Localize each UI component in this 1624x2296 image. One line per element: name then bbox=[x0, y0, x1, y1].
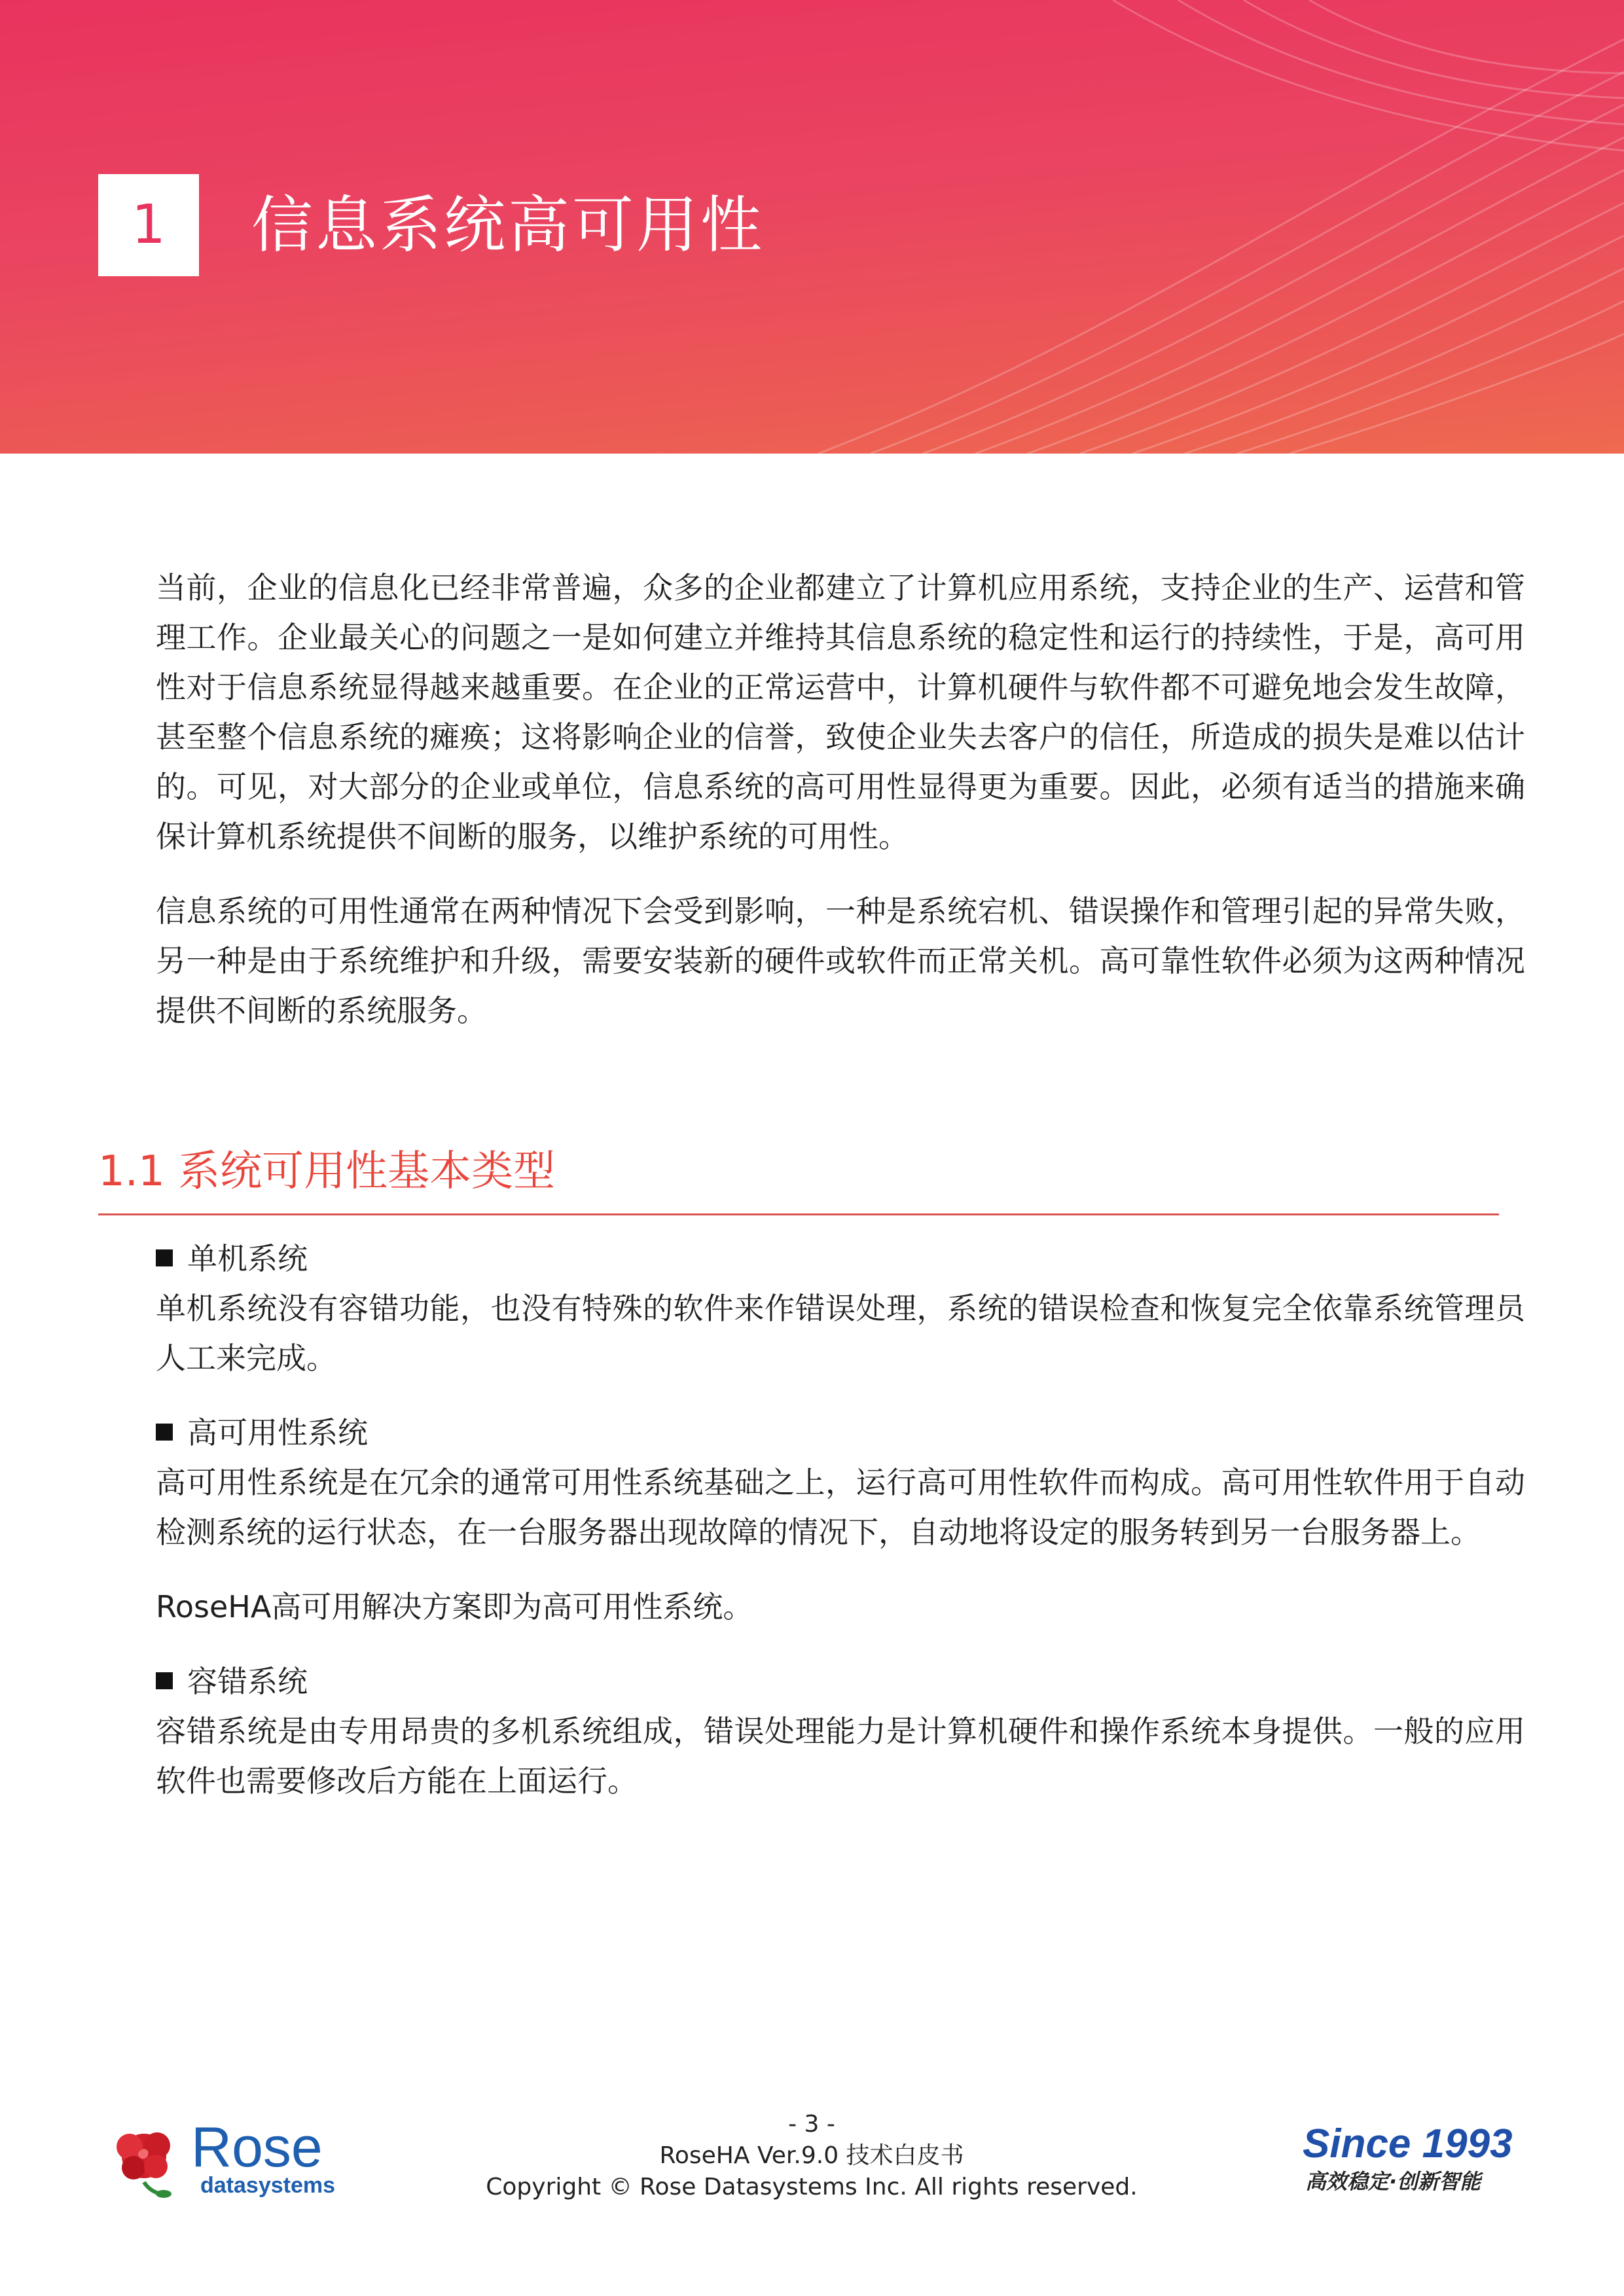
section-title: 1.1 系统可用性基本类型 bbox=[98, 1140, 1499, 1215]
square-bullet-icon bbox=[156, 1424, 173, 1441]
list-item-note: RoseHA高可用解决方案即为高可用性系统。 bbox=[156, 1589, 753, 1624]
intro-content bbox=[156, 563, 1525, 1060]
list-item-heading bbox=[156, 1657, 1525, 1706]
intro-paragraph: 当前，企业的信息化已经非常普遍，众多的企业都建立了计算机应用系统，支持企业的生产、运营和管理工作。企业最关心的问题之一是如何建立并维持其信息系统的稳定性和运行的持续性，于是，高可用性对于信息系统显得越来越重要。在企业的正常运营中，计算机硬件与软件都不可避免地会发生故障，甚至整个信息系统的瘫痪；这将影响企业的信誉，致使企业失去客户的信任，所造成的损失是难以估计的。可见，对大部分的企业或单位，信息系统的高可用性显得更为重要。因此，必须有适当的措施来确保计算机系统提供不间断的服务，以维护系统的可用性。 bbox=[156, 570, 1525, 854]
square-bullet-icon bbox=[156, 1249, 173, 1266]
since-1993-logo bbox=[1303, 2121, 1538, 2202]
chapter-title: 信息系统高可用性 bbox=[251, 190, 765, 261]
intro-paragraph: 信息系统的可用性通常在两种情况下会受到影响，一种是系统宕机、错误操作和管理引起的异常失败，另一种是由于系统维护和升级，需要安装新的硬件或软件而正常关机。高可靠性软件必须为这两种情况提供不间断的系统服务。 bbox=[156, 893, 1525, 1028]
list-item-body: 高可用性系统是在冗余的通常可用性系统基础之上，运行高可用性软件而构成。高可用性软件用于自动检测系统的运行状态，在一台服务器出现故障的情况下，自动地将设定的服务转到另一台服务器上。 bbox=[156, 1465, 1525, 1550]
list-item-heading bbox=[156, 1234, 1525, 1283]
list-item-body: 容错系统是由专用昂贵的多机系统组成，错误处理能力是计算机硬件和操作系统本身提供。一般的应用软件也需要修改后方能在上面运行。 bbox=[156, 1713, 1525, 1799]
copyright-notice: Copyright © Rose Datasystems Inc. All rights reserved. bbox=[486, 2174, 1138, 2200]
rose-logo-icon bbox=[105, 2115, 380, 2200]
banner-wave-lines bbox=[0, 0, 1624, 454]
list-item-heading-text: 容错系统 bbox=[187, 1664, 308, 1699]
list-item-heading-text: 单机系统 bbox=[187, 1241, 308, 1276]
since-1993-icon bbox=[1303, 2121, 1538, 2199]
rose-datasystems-logo bbox=[105, 2115, 380, 2203]
availability-types-list bbox=[156, 1234, 1525, 1831]
logo-rose-text: Rose bbox=[191, 2116, 323, 2179]
square-bullet-icon bbox=[156, 1672, 173, 1689]
page-number: - 3 - bbox=[788, 2111, 835, 2138]
chapter-number: 1 bbox=[98, 174, 199, 276]
since-1993-text: Since 1993 bbox=[1303, 2121, 1513, 2166]
page-footer bbox=[419, 2109, 1204, 2203]
list-item-heading-text: 高可用性系统 bbox=[187, 1415, 368, 1450]
slogan-text: 高效稳定·创新智能 bbox=[1305, 2169, 1481, 2194]
chapter-banner bbox=[0, 0, 1624, 454]
logo-datasystems-text: datasystems bbox=[200, 2173, 336, 2198]
document-title: RoseHA Ver.9.0 技术白皮书 bbox=[659, 2142, 964, 2169]
list-item-heading bbox=[156, 1408, 1525, 1458]
list-item-body: 单机系统没有容错功能，也没有特殊的软件来作错误处理，系统的错误检查和恢复完全依靠系统管理员人工来完成。 bbox=[156, 1291, 1525, 1376]
